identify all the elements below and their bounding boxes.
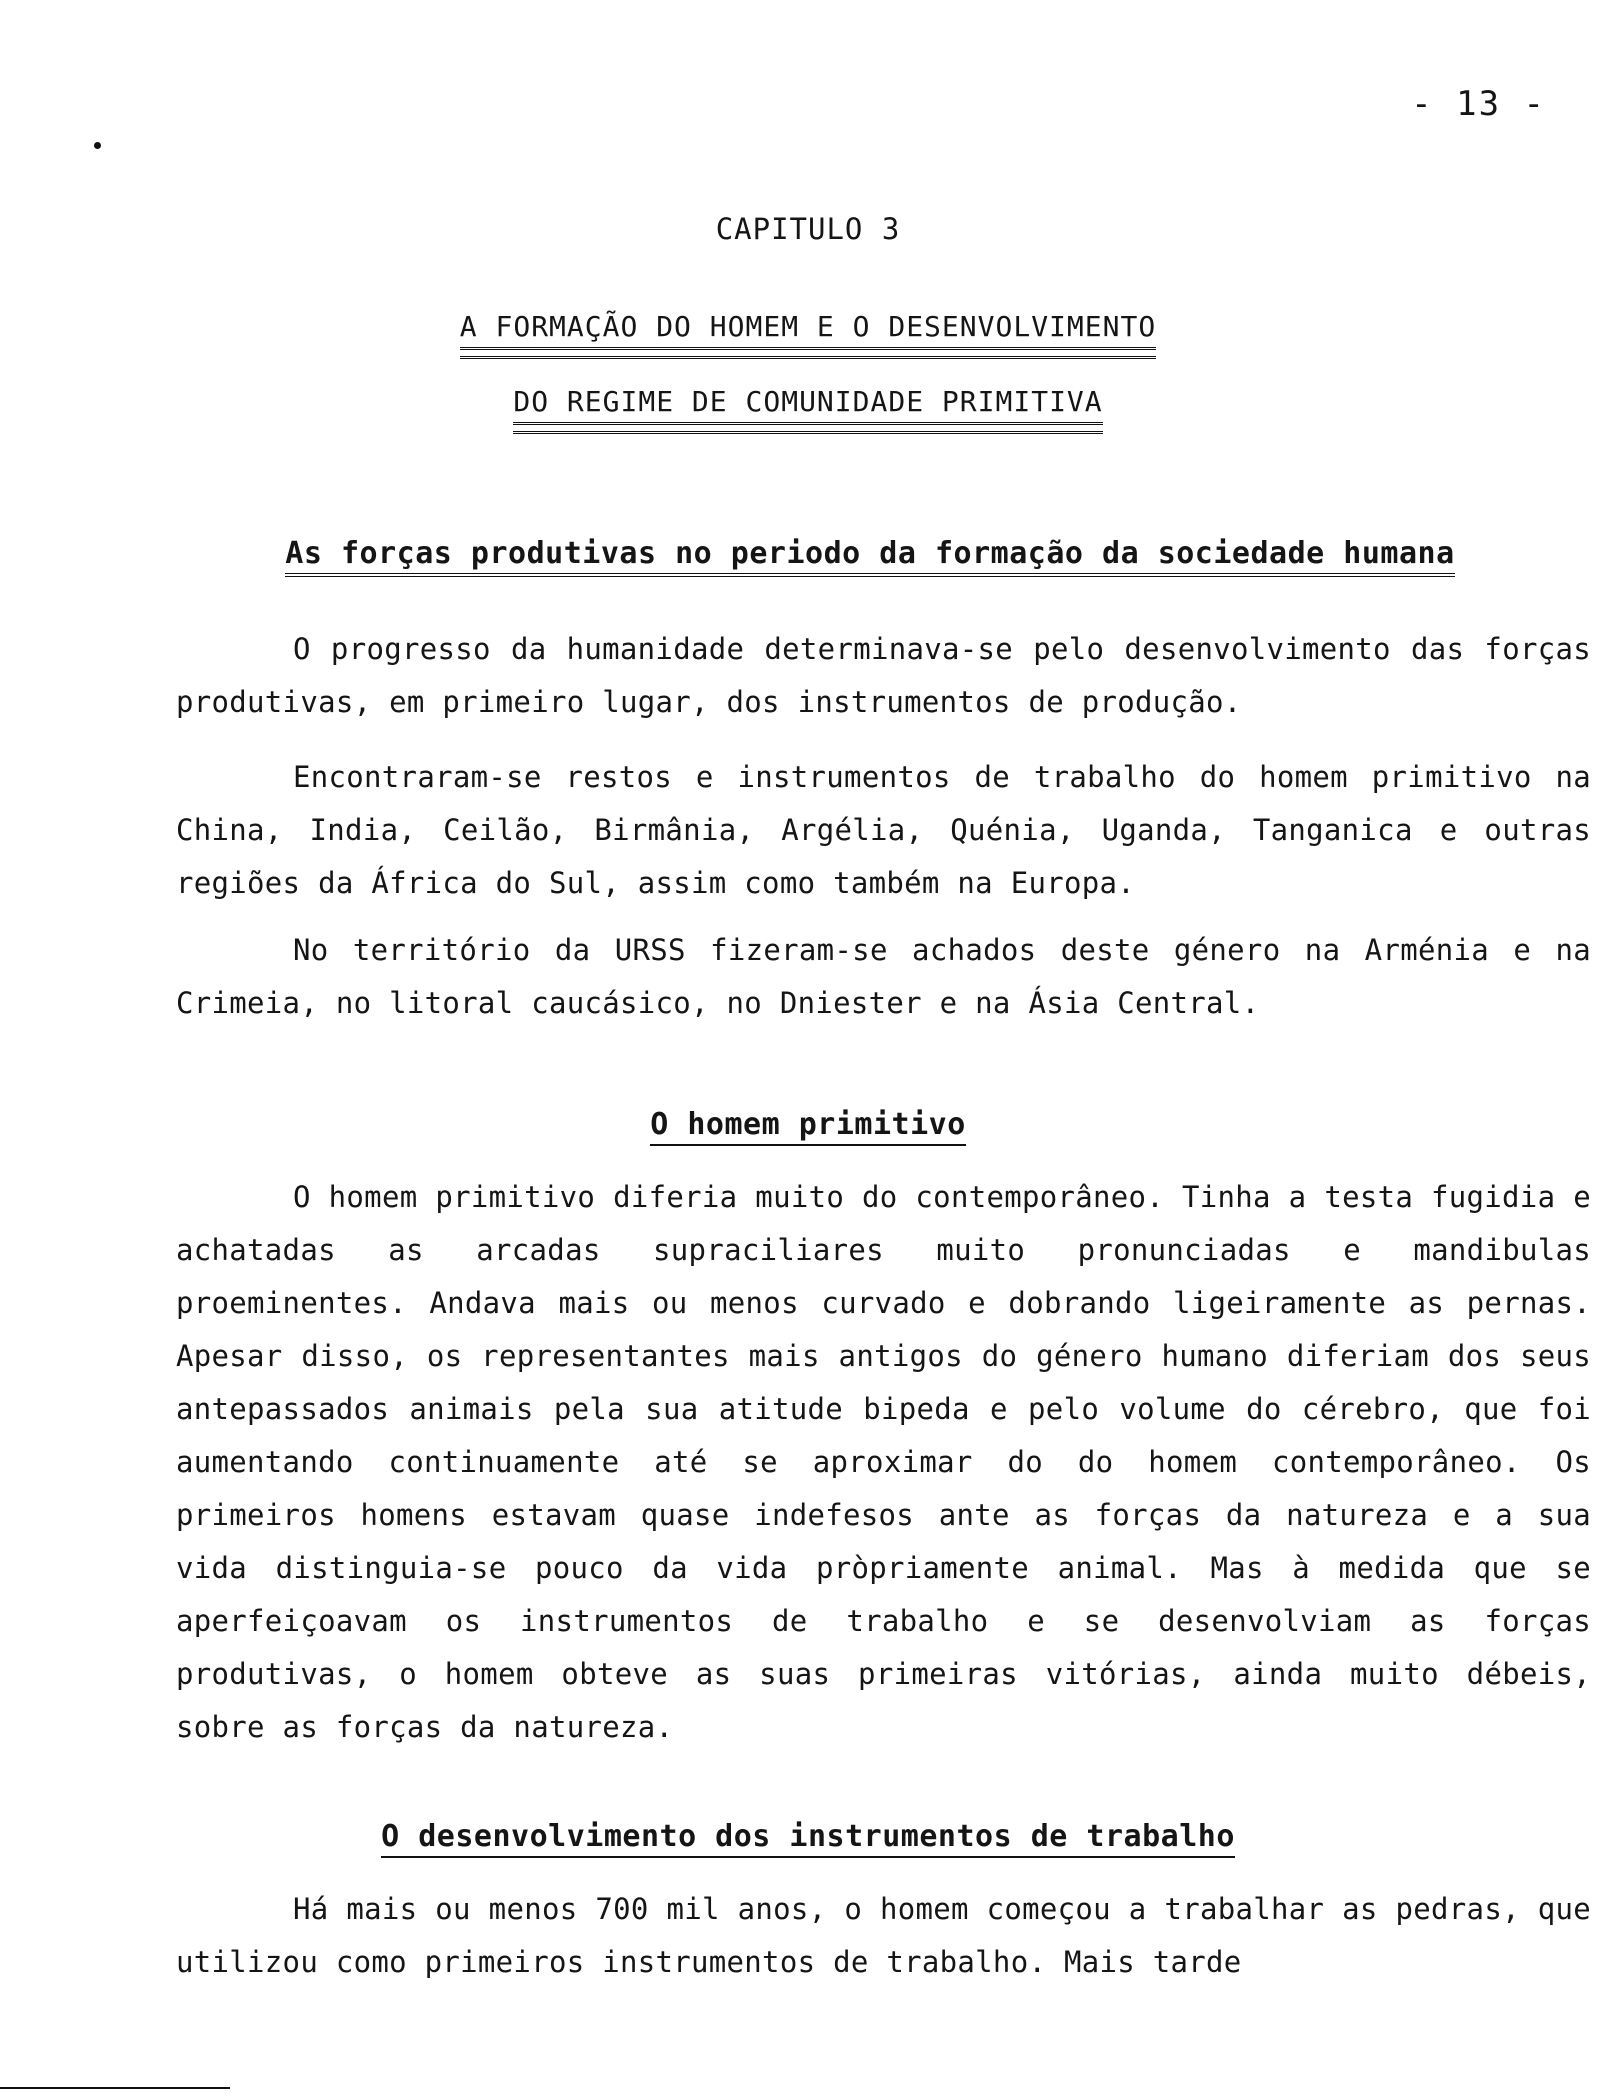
paragraph-tools: Há mais ou menos 700 mil anos, o homem começou a trabalhar as pedras, que utilizou como primeiros instrumentos de trabalho. Mais tarde xyxy=(176,1892,1591,1979)
section-heading-tools-development xyxy=(0,1819,1616,1858)
chapter-title-line-2 xyxy=(0,385,1616,434)
paragraph-progress: O progresso da humanidade determinava-se pelo desenvolvimento das forças produtivas, em primeiro lugar, dos instrumentos de produção. xyxy=(176,632,1591,719)
section-heading-productive-forces xyxy=(62,536,1616,577)
paragraph-finds: Encontraram-se restos e instrumentos de trabalho do homem primitivo na China, India, Ceilão, Birmânia, Argélia, Quénia, Uganda, Tanganica e outras regiões da África do Sul, assim como também na Europa. xyxy=(176,760,1591,900)
bottom-scan-rule xyxy=(0,2087,230,2089)
page-number: - 13 - xyxy=(1411,84,1546,124)
section-heading-primitive-man xyxy=(0,1107,1616,1146)
scan-dot-mark xyxy=(94,142,101,149)
section-heading-text: O desenvolvimento dos instrumentos de trabalho xyxy=(381,1819,1235,1858)
paragraph-urss: No território da URSS fizeram-se achados deste género na Arménia e na Crimeia, no litoral caucásico, no Dniester e na Ásia Central. xyxy=(176,933,1591,1020)
paragraph-primitive-man: O homem primitivo diferia muito do contemporâneo. Tinha a testa fugidia e achatadas as arcadas supraciliares muito pronunciadas e mandibulas proeminentes. Andava mais ou menos curvado e dobrando ligeiramente as pernas. Apesar disso, os representantes mais antigos do género humano diferiam dos seus antepassados animais pela sua atitude bipeda e pelo volume do cérebro, que foi aumentando continuamente até se aproximar do do homem contemporâneo. Os primeiros homens estavam quase indefesos ante as forças da natureza e a sua vida distinguia-se pouco da vida pròpriamente animal. Mas à medida que se aperfeiçoavam os instrumentos de trabalho e se desenvolviam as forças produtivas, o homem obteve as suas primeiras vitórias, ainda muito débeis, sobre as forças da natureza. xyxy=(176,1180,1591,1744)
chapter-label: CAPITULO 3 xyxy=(715,212,901,246)
chapter-title-line-1 xyxy=(0,310,1616,359)
section-heading-text: As forças produtivas no periodo da formação da sociedade humana xyxy=(285,536,1454,577)
chapter-title-text-2: DO REGIME DE COMUNIDADE PRIMITIVA xyxy=(513,385,1102,434)
chapter-title-text-1: A FORMAÇÃO DO HOMEM E O DESENVOLVIMENTO xyxy=(460,310,1156,359)
section-heading-text: O homem primitivo xyxy=(650,1107,966,1146)
